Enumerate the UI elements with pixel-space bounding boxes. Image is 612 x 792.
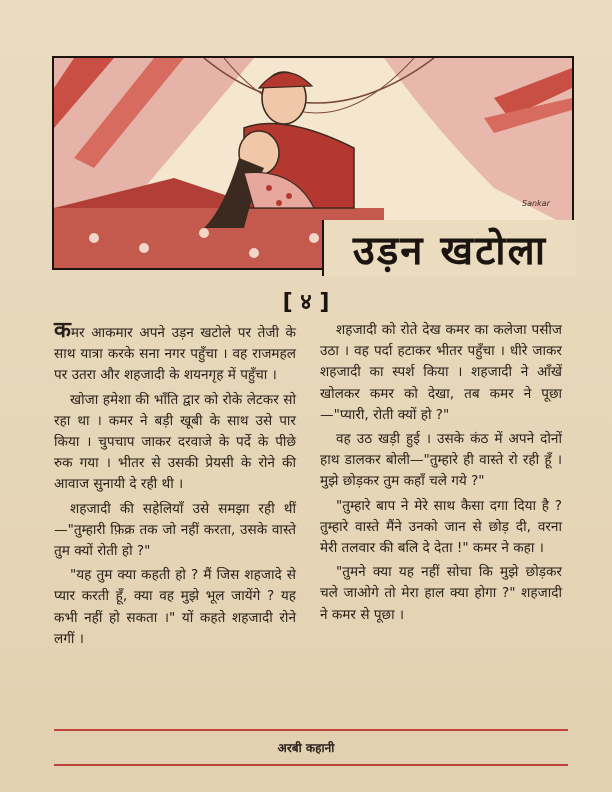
artist-signature: Sankar [522, 199, 550, 208]
right-column [320, 320, 562, 629]
paragraph: शहजादी की सहेलियाँ उसे समझा रही थीं—"तुम्हारी फ़िक्र तक जो नहीं करता, उसके वास्ते तुम क्यों रोती हो ?" [54, 500, 296, 560]
paragraph: शहजादी को रोते देख कमर का कलेजा पसीज उठा । वह पर्दा हटाकर भीतर पहुँचा । धीरे जाकर शहजादी का स्पर्श किया । शहजादी ने आँखें खोलकर कमर को देखा, तब कमर ने पूछा—"प्यारी, रोती क्यों हो ?" [320, 322, 562, 423]
story-title: उड़न खटोला [322, 220, 576, 276]
paragraph: "यह तुम क्या कहती हो ? मैं जिस शहजादे से प्यार करती हूँ, क्या वह मुझे भूल जायेंगे ? यह कभी नहीं हो सकता ।" यों कहते शहजादी रोने लगीं । [54, 567, 296, 647]
paragraph: "तुमने क्या यह नहीं सोचा कि मुझे छोड़कर चले जाओगे तो मेरा हाल क्या होगा ?" शहजादी ने कमर से पूछा । [320, 564, 562, 623]
paragraph-text: मर आकमार अपने उड़न खटोले पर तेजी के साथ यात्रा करके सना नगर पहुँचा । वह राजमहल पर उतरा और शहजादी के शयनगृह में पहुँचा । [54, 325, 296, 384]
footer-rule-bottom [54, 764, 568, 766]
footer-label: अरबी कहानी [277, 741, 335, 755]
paragraph: "तुम्हारे बाप ने मेरे साथ कैसा दगा दिया है ? तुम्हारे वास्ते मैंने उनको जान से छोड़ दी, वरना मेरी तलवार की बलि दे देता !" कमर ने कहा । [320, 497, 562, 557]
left-column [54, 320, 296, 653]
footer-rule-top [54, 729, 568, 731]
paragraph [54, 320, 296, 387]
paragraph: वह उठ खड़ी हुई । उसके कंठ में अपने दोनों हाथ डालकर बोली—"तुम्हारे ही वास्ते रो रही हूँ । मुझे छोड़कर तुम कहाँ चले गये ?" [320, 431, 562, 490]
chapter-number: [ ४ ] [282, 290, 330, 315]
paragraph: खोजा हमेशा की भाँति द्वार को रोके लेटकर सो रहा था । कमर ने बड़ी खूबी के साथ उसे पार किया । चुपचाप जाकर दरवाजे के पर्दे के पीछे रुक गया । भीतर से उसकी प्रेयसी के रोने की आवाज सुनायी दे रही थी । [54, 391, 296, 493]
drop-cap: क [54, 318, 71, 343]
